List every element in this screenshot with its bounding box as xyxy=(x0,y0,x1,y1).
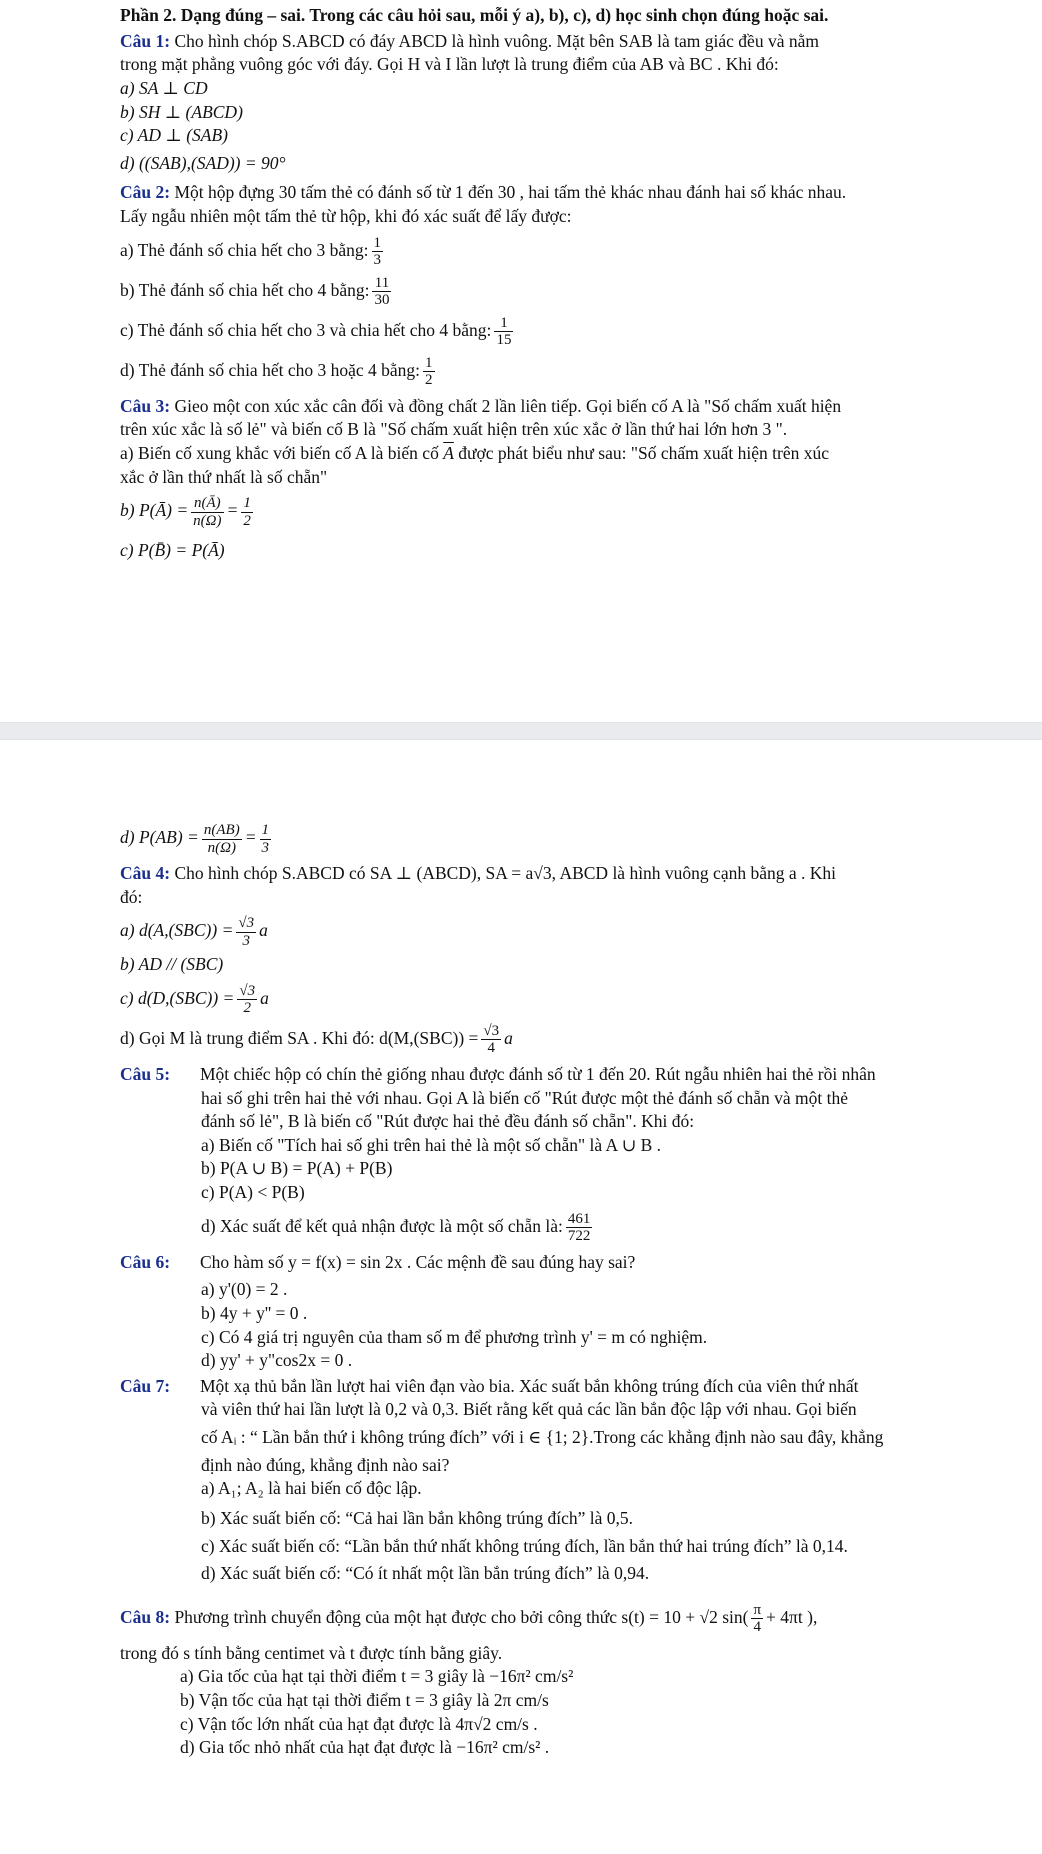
q2-option-a xyxy=(120,235,950,269)
q4-stem-1: Cho hình chóp S.ABCD có SA ⊥ (ABCD), SA = a√3, ABCD là hình vuông cạnh bằng a . Khi xyxy=(170,863,837,883)
q7-option-d: d) Xác suất biến cố: “Có ít nhất một lần bắn trúng đích” là 0,94. xyxy=(201,1563,650,1584)
q1-option-a: a) SA ⊥ CD xyxy=(120,77,208,98)
q7-stem-3: cố Aᵢ : “ Lần bắn thứ i không trúng đích” với i ∈ {1; 2}.Trong các khẳng định nào sau đây, khẳng xyxy=(201,1427,884,1447)
q5-stem-3: đánh số lẻ", B là biến cố "Rút được hai thẻ đều đánh số chẵn". Khi đó: xyxy=(201,1111,695,1132)
q2-option-a-fraction xyxy=(372,235,384,269)
q3-a-pre: a) Biến cố xung khắc với biến cố A là biến cố xyxy=(120,442,444,463)
q4-stem-2: đó: xyxy=(120,886,143,907)
q5-d-fraction xyxy=(566,1211,593,1245)
q5-option-d xyxy=(201,1211,950,1245)
q2-option-b-text: b) Thẻ đánh số chia hết cho 4 bằng: xyxy=(120,279,370,300)
q2-option-c xyxy=(120,315,950,349)
q4-a-tail: a xyxy=(259,920,268,941)
q4-option-d xyxy=(120,1023,950,1057)
q7-label: Câu 7: xyxy=(120,1375,171,1396)
q4-c-fraction xyxy=(237,983,257,1017)
q8-stem-pre: Phương trình chuyển động của một hạt được cho bởi công thức s(t) = 10 + √2 sin( xyxy=(170,1606,749,1627)
q2-label: Câu 2: xyxy=(120,182,171,203)
q5-option-c: c) P(A) < P(B) xyxy=(201,1182,305,1202)
q4-option-b: b) AD // (SBC) xyxy=(120,954,224,975)
q2-b-den: 30 xyxy=(374,292,390,309)
q6-option-c: c) Có 4 giá trị nguyên của tham số m để phương trình y' = m có nghiệm. xyxy=(201,1326,708,1347)
q5-d-den: 722 xyxy=(567,1228,591,1245)
q1-label: Câu 1: xyxy=(120,30,171,51)
q7-option-c: c) Xác suất biến cố: “Lần bắn thứ nhất không trúng đích, lần bắn thứ hai trúng đích” là 0,14. xyxy=(201,1535,848,1556)
q4-a-fraction xyxy=(236,915,256,949)
q3-b-fraction xyxy=(191,495,223,529)
q2-stem-2: Lấy ngẫu nhiên một tấm thẻ từ hộp, khi đó xác suất để lấy được: xyxy=(120,206,572,226)
q3-stem-1: Gieo một con xúc xắc cân đối và đồng chất 2 lần liên tiếp. Gọi biến cố A là "Số chấm xuất hiện xyxy=(170,395,842,416)
q8-stem xyxy=(120,1602,950,1636)
q1-option-c: c) AD ⊥ (SAB) xyxy=(120,125,228,146)
q4-option-c xyxy=(120,983,950,1017)
q7-stem-2: và viên thứ hai lần lượt là 0,2 và 0,3. Biết rằng kết quả các lần bắn độc lập với nhau. Gọi biến xyxy=(201,1399,857,1420)
q7-stem-4: định nào đúng, khẳng định nào sai? xyxy=(201,1454,450,1475)
q3-option-c: c) P(B̄) = P(Ā) xyxy=(120,540,225,561)
q4-a-lhs: a) d(A,(SBC)) = xyxy=(120,920,234,941)
q2-d-num: 1 xyxy=(425,354,433,371)
q2-option-d-text: d) Thẻ đánh số chia hết cho 3 hoặc 4 bằng: xyxy=(120,359,421,380)
q4-a-num: √3 xyxy=(238,915,255,932)
q6-stem xyxy=(120,1251,950,1275)
q5-label: Câu 5: xyxy=(120,1063,171,1084)
q3-stem-2: trên xúc xắc là số lẻ" và biến cố B là "Số chấm xuất hiện trên xúc xắc ở lần thứ hai lớn hơn 3 ". xyxy=(120,419,788,440)
part-title: Phần 2. Dạng đúng – sai. Trong các câu hỏi sau, mỗi ý a), b), c), d) học sinh chọn đúng hoặc sai. xyxy=(120,5,829,25)
q4-d-lhs: d) Gọi M là trung điểm SA . Khi đó: d(M,(SBC)) = xyxy=(120,1027,479,1048)
q4-d-fraction xyxy=(481,1023,501,1057)
q3-d-fraction xyxy=(202,822,242,856)
q3-option-a-line1 xyxy=(120,442,950,466)
q2-stem xyxy=(120,181,950,205)
q3-d-den: n(Ω) xyxy=(202,839,242,857)
q8-stem-fraction xyxy=(751,1602,763,1636)
q2-a-den: 3 xyxy=(373,252,381,269)
q3-b-lhs: b) P(Ā) = xyxy=(120,500,189,521)
q2-option-a-text: a) Thẻ đánh số chia hết cho 3 bằng: xyxy=(120,239,369,260)
q5-stem-2: hai số ghi trên hai thẻ với nhau. Gọi A là biến cố "Rút được một thẻ đánh số chẵn và một thẻ xyxy=(201,1087,849,1108)
q8-option-c: c) Vận tốc lớn nhất của hạt đạt được là 4π√2 cm/s . xyxy=(180,1713,538,1734)
q3-a-post: được phát biểu như sau: "Số chấm xuất hiện trên xúc xyxy=(453,442,829,463)
q2-option-c-text: c) Thẻ đánh số chia hết cho 3 và chia hết cho 4 bằng: xyxy=(120,319,492,340)
q2-option-d-fraction xyxy=(423,355,435,389)
q3-b-eq: = xyxy=(226,500,239,521)
q3-option-b xyxy=(120,495,950,529)
q4-label: Câu 4: xyxy=(120,863,171,883)
q2-option-b xyxy=(120,275,950,309)
q4-d-den: 4 xyxy=(481,1039,501,1057)
q2-option-b-fraction xyxy=(372,275,391,309)
q2-b-num: 11 xyxy=(374,274,390,291)
q6-label: Câu 6: xyxy=(120,1251,171,1272)
q3-b-rnum: 1 xyxy=(243,495,251,512)
q3-option-a-line2: xắc ở lần thứ nhất là số chẵn" xyxy=(120,466,328,487)
q3-d-lhs: d) P(AB) = xyxy=(120,827,199,848)
q4-c-num: √3 xyxy=(239,982,256,999)
q1-option-b: b) SH ⊥ (ABCD) xyxy=(120,101,243,122)
q3-d-rnum: 1 xyxy=(261,822,270,838)
q8-stem-den: 4 xyxy=(751,1618,763,1636)
q7-option-b: b) Xác suất biến cố: “Cả hai lần bắn không trúng đích” là 0,5. xyxy=(201,1507,634,1528)
q6-option-d: d) yy' + y"cos2x = 0 . xyxy=(201,1350,353,1371)
q8-option-b: b) Vận tốc của hạt tại thời điểm t = 3 giây là 2π cm/s xyxy=(180,1690,549,1710)
q4-a-den: 3 xyxy=(236,932,256,950)
q3-option-d xyxy=(120,822,950,856)
q4-c-tail: a xyxy=(260,987,269,1008)
q8-stem-num: π xyxy=(753,1601,762,1618)
q3-d-rfraction xyxy=(260,822,272,856)
q7-stem-1: Một xạ thủ bắn lần lượt hai viên đạn vào bia. Xác suất bắn không trúng đích của viên thứ nhất xyxy=(200,1375,859,1396)
q3-d-rden: 3 xyxy=(261,839,270,856)
q2-option-c-fraction xyxy=(494,315,513,349)
q5-d-num: 461 xyxy=(567,1210,591,1227)
q4-c-lhs: c) d(D,(SBC)) = xyxy=(120,987,235,1008)
q4-stem xyxy=(120,862,950,886)
q6-option-a: a) y'(0) = 2 . xyxy=(201,1279,288,1300)
q8-option-a: a) Gia tốc của hạt tại thời điểm t = 3 giây là −16π² cm/s² xyxy=(180,1666,574,1687)
q4-option-a xyxy=(120,915,950,949)
q1-stem-1: Cho hình chóp S.ABCD có đáy ABCD là hình vuông. Mặt bên SAB là tam giác đều và nằm xyxy=(170,30,819,51)
q4-d-tail: a xyxy=(504,1027,513,1048)
q7-option-a: a) A₁; A₂ là hai biến cố độc lập. xyxy=(201,1478,422,1499)
q3-a-bar: $\overline{A}$ xyxy=(443,442,454,463)
q5-option-a: a) Biến cố "Tích hai số ghi trên hai thẻ là một số chẵn" là A ∪ B . xyxy=(201,1134,662,1155)
q3-b-num: n(Ā) xyxy=(194,495,221,512)
q5-stem-1: Một chiếc hộp có chín thẻ giống nhau được đánh số từ 1 đến 20. Rút ngẫu nhiên hai thẻ rồi nhân xyxy=(200,1063,876,1084)
q2-d-den: 2 xyxy=(425,372,433,389)
q3-b-rfraction xyxy=(241,495,253,529)
q5-stem xyxy=(120,1063,950,1087)
q2-option-d xyxy=(120,355,950,389)
page-bottom xyxy=(120,822,950,1760)
q8-option-d: d) Gia tốc nhỏ nhất của hạt đạt được là −16π² cm/s² . xyxy=(180,1737,550,1758)
q3-b-rden: 2 xyxy=(243,512,251,529)
q1-stem xyxy=(120,30,950,54)
q2-stem-1: Một hộp đựng 30 tấm thẻ có đánh số từ 1 đến 30 , hai tấm thẻ khác nhau đánh hai số khác nhau. xyxy=(170,182,847,203)
q6-option-b: b) 4y + y'' = 0 . xyxy=(201,1302,308,1323)
q2-a-num: 1 xyxy=(373,234,381,251)
page-separator xyxy=(0,722,1042,740)
q2-c-num: 1 xyxy=(500,314,508,331)
q3-b-den: n(Ω) xyxy=(193,512,222,529)
q5-option-b: b) P(A ∪ B) = P(A) + P(B) xyxy=(201,1158,393,1179)
q3-d-num: n(AB) xyxy=(203,822,240,838)
q8-stem-post: + 4πt ), xyxy=(766,1606,818,1627)
q3-stem xyxy=(120,395,950,419)
q2-c-den: 15 xyxy=(496,332,512,349)
q8-stem-2: trong đó s tính bằng centimet và t được tính bằng giây. xyxy=(120,1642,503,1663)
q1-option-d: d) ((SAB),(SAD)) = 90° xyxy=(120,152,286,173)
q3-label: Câu 3: xyxy=(120,395,171,416)
page-top xyxy=(120,4,950,563)
q8-label: Câu 8: xyxy=(120,1606,171,1627)
q4-c-den: 2 xyxy=(237,999,257,1017)
q3-d-eq: = xyxy=(244,827,257,848)
q1-stem-2: trong mặt phẳng vuông góc với đáy. Gọi H và I lần lượt là trung điểm của AB và BC . Khi đó: xyxy=(120,54,779,75)
q6-stem-1: Cho hàm số y = f(x) = sin 2x . Các mệnh đề sau đúng hay sai? xyxy=(200,1251,636,1272)
q7-stem xyxy=(120,1375,950,1399)
q5-d-text: d) Xác suất để kết quả nhận được là một số chẵn là: xyxy=(201,1215,563,1236)
q4-d-num: √3 xyxy=(483,1022,500,1039)
